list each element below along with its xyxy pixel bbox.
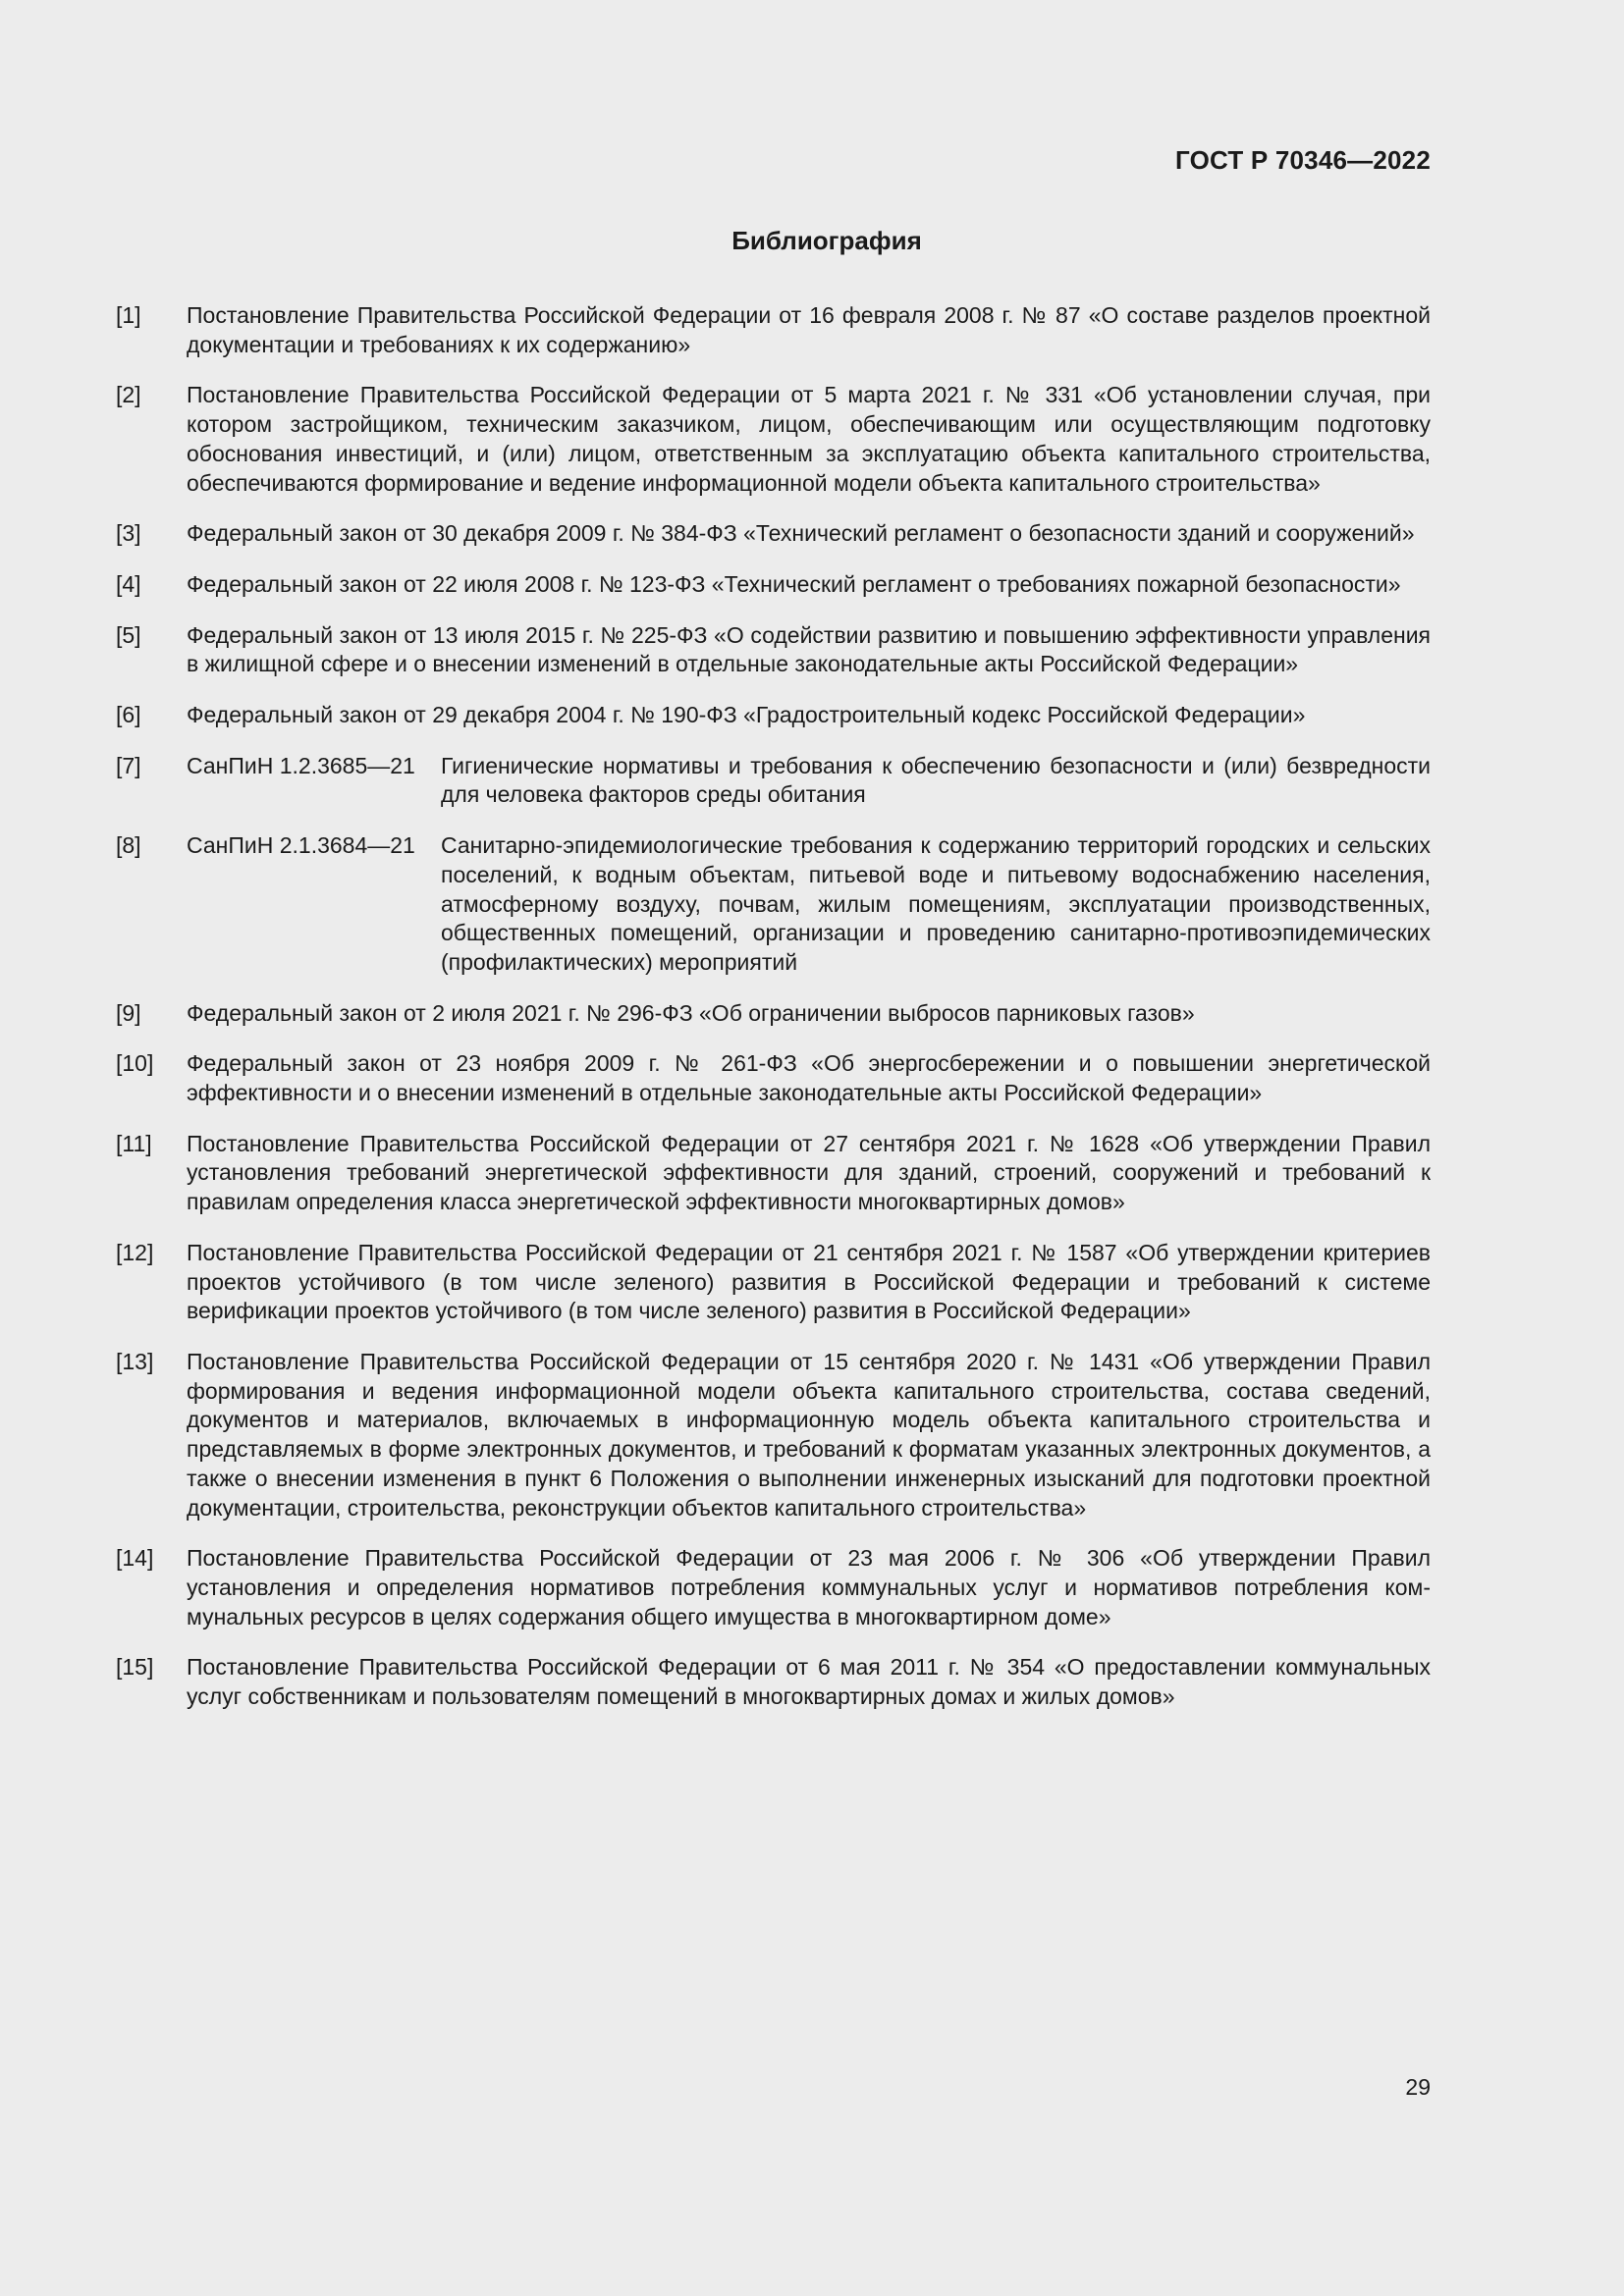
entry-number: [15] — [116, 1654, 154, 1681]
bibliography-entry — [116, 1130, 1431, 1217]
entry-number: [3] — [116, 520, 141, 547]
entry-text: Постановление Правительства Российской Федерации от 23 мая 2006 г. № 306 «Об утверждении Правил установления и определения нормативов потребления коммунальных услуг и нормативов потребления коммунальных ресурсов в целях содержания общего имущества в многоквартирном доме» — [187, 1545, 1431, 1629]
bibliography-entry — [116, 999, 1431, 1029]
entry-number: [12] — [116, 1239, 154, 1265]
entry-number: [11] — [116, 1130, 152, 1156]
bibliography-entry — [116, 1239, 1431, 1326]
bibliography-entry — [116, 570, 1431, 600]
bibliography-entry — [116, 1544, 1431, 1631]
entry-text: Постановление Правительства Российской Федерации от 21 сентября 2021 г. № 1587 «Об утверждении критериев проектов устойчивого (в том числе зеленого) развития в Российской Федерации и требований к системе верификации проектов устойчивого (в том числе зеленого) развития в Российской Федерации» — [187, 1239, 1431, 1324]
bibliography-entry — [116, 1653, 1431, 1711]
entry-text: Федеральный закон от 23 ноября 2009 г. № 261-ФЗ «Об энергосбережении и о повышении энергетической эффективности и о внесении изменений в отдельные законодательные акты Российской Федерации» — [187, 1050, 1431, 1106]
entry-number: [4] — [116, 570, 141, 597]
entry-text: Постановление Правительства Российской Федерации от 5 марта 2021 г. № 331 «Об установлении случая, при котором застройщиком, техническим заказчиком, лицом, обеспечивающим или осуществляющим подготовку обоснования инвестиций, и (или) лицом, ответственным за эксплуатацию объекта капитального строительства, обеспечиваются формирование и ведение информационной модели объекта капитального строительства» — [187, 382, 1431, 496]
entry-text: Федеральный закон от 22 июля 2008 г. № 123-ФЗ «Технический регламент о требованиях пожарной безопасности» — [187, 570, 1401, 597]
entry-number: [14] — [116, 1545, 154, 1572]
entry-number: [2] — [116, 382, 141, 408]
document-code: ГОСТ Р 70346—2022 — [1175, 145, 1431, 175]
entry-code: СанПиН 1.2.3685—21 — [187, 752, 415, 778]
bibliography-entry — [116, 519, 1431, 549]
bibliography-entry — [116, 301, 1431, 359]
entry-number: [1] — [116, 302, 141, 328]
bibliography-title: Библиография — [731, 226, 922, 255]
entry-number: [13] — [116, 1348, 154, 1374]
entry-number: [5] — [116, 621, 141, 648]
entry-text: Гигиенические нормативы и требования к обеспечению безопасности и (или) безвредности для человека факторов среды обитания — [441, 752, 1431, 808]
bibliography-entry — [116, 1348, 1431, 1522]
entry-text: Постановление Правительства Российской Федерации от 6 мая 2011 г. № 354 «О предоставлении коммунальных услуг собственникам и пользователям помещений в многоквартирных домах и жилых домов» — [187, 1654, 1431, 1710]
bibliography-entry — [116, 831, 1431, 978]
entry-text: Санитарно-эпидемиологические требования к содержанию территорий городских и сельских поселений, к водным объектам, питьевой воде и питьевому водоснабжению населения, атмосферному воздуху, почвам, жилым помещениям, эксплуатации производственных, общественных помещений, организации и проведению санитарно-противоэпидемических (профилактических) мероприятий — [441, 832, 1431, 975]
bibliography-entry — [116, 752, 1431, 810]
entry-text: Федеральный закон от 29 декабря 2004 г. № 190-ФЗ «Градостроительный кодекс Российской Федерации» — [187, 702, 1306, 728]
bibliography-entry — [116, 381, 1431, 498]
entry-text: Федеральный закон от 2 июля 2021 г. № 296-ФЗ «Об ограничении выбросов парниковых газов» — [187, 999, 1195, 1026]
entry-text: Постановление Правительства Российской Федерации от 15 сентября 2020 г. № 1431 «Об утверждении Правил формирования и ведения информационной модели объекта капитального строительства, состава сведений, документов и материалов, включаемых в информационную модель объекта капитального строительства и представляемых в форме электронных документов, и требований к форматам указанных электронных документов, а также о внесении изменения в пункт 6 Положения о выполнении инженерных изысканий для подготовки проектной документации, строительства, реконструкции объектов капитального строительства» — [187, 1348, 1431, 1521]
entry-text: Постановление Правительства Российской Федерации от 27 сентября 2021 г. № 1628 «Об утверждении Правил установления требований энергетической эффективности для зданий, строений, сооружений и требований к правилам определения класса энергетической эффективности многоквартирных домов» — [187, 1130, 1431, 1215]
entry-number: [7] — [116, 752, 141, 778]
bibliography-list — [116, 301, 1431, 1734]
entry-number: [10] — [116, 1050, 154, 1077]
entry-text: Федеральный закон от 30 декабря 2009 г. № 384-ФЗ «Технический регламент о безопасности зданий и сооружений» — [187, 520, 1415, 547]
entry-number: [6] — [116, 702, 141, 728]
bibliography-entry — [116, 621, 1431, 679]
entry-number: [9] — [116, 999, 141, 1026]
bibliography-entry — [116, 701, 1431, 730]
entry-text: Федеральный закон от 13 июля 2015 г. № 225-ФЗ «О содействии развитию и повышению эффективности управления в жилищной сфере и о внесении изменений в отдельные законодательные акты Российской Федерации» — [187, 621, 1431, 677]
entry-text: Постановление Правительства Российской Федерации от 16 февраля 2008 г. № 87 «О составе разделов проектной документации и требованиях к их содержанию» — [187, 302, 1431, 357]
page-number: 29 — [1405, 2074, 1431, 2100]
bibliography-entry — [116, 1049, 1431, 1107]
entry-number: [8] — [116, 832, 141, 859]
entry-code: СанПиН 2.1.3684—21 — [187, 832, 415, 859]
